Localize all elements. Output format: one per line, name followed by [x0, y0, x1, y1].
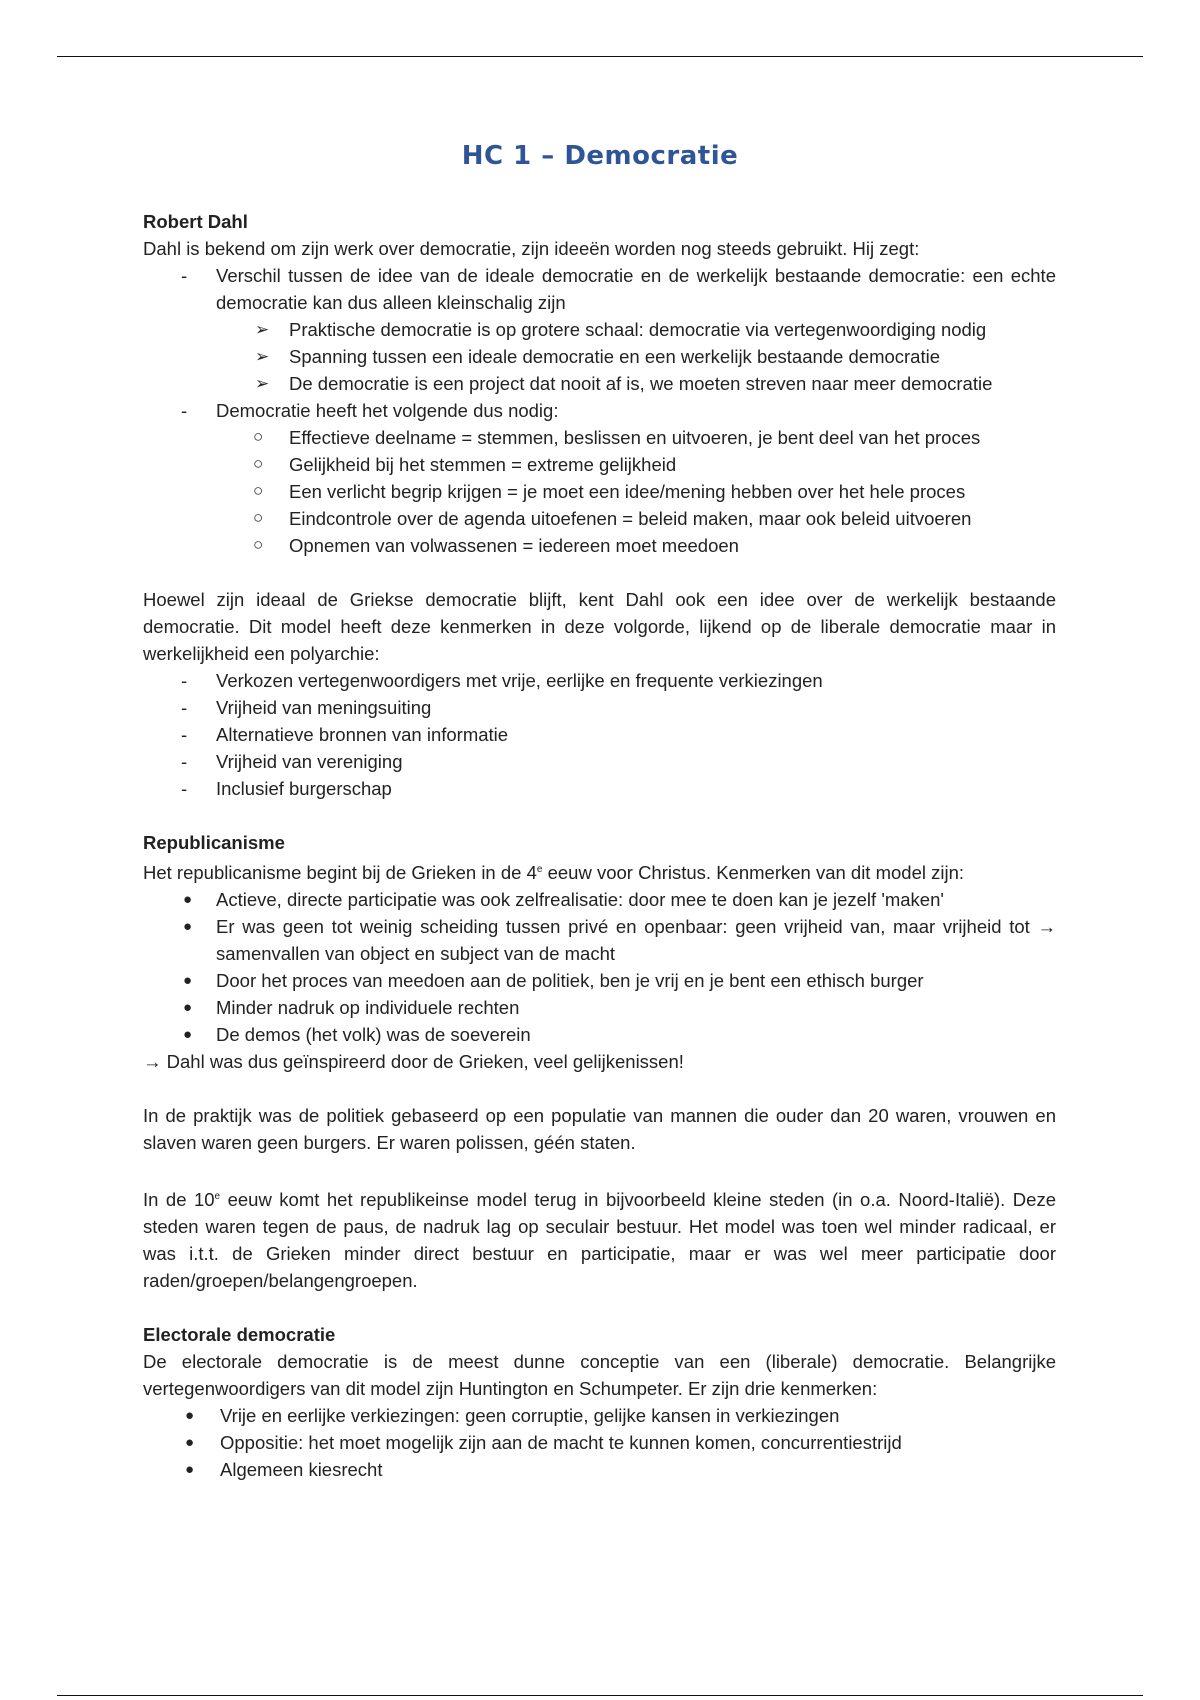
document-body: [143, 208, 1056, 1483]
list-item: ○ Een verlicht begrip krijgen = je moet een idee/mening hebben over het hele proces: [143, 478, 1056, 505]
list-item: ● Er was geen tot weinig scheiding tussen privé en openbaar: geen vrijheid van, maar vrijheid tot → samenvallen van object en subject van de macht: [143, 913, 1056, 967]
bullet-icon: ●: [185, 1407, 195, 1425]
dash-marker: -: [181, 778, 188, 799]
dash-marker: -: [181, 751, 188, 772]
circle-bullet-icon: ○: [253, 454, 264, 473]
circle-bullet-icon: ○: [253, 508, 264, 527]
polyarchie-list: [143, 667, 1056, 802]
list-item: ● Actieve, directe participatie was ook zelfrealisatie: door mee te doen kan je jezelf 'maken': [143, 886, 1056, 913]
page-title: HC 1 – Democratie: [461, 141, 739, 171]
list-item: - Democratie heeft het volgende dus nodig:: [143, 397, 1056, 424]
bullet-icon: ●: [185, 1434, 195, 1452]
arrow-bullet-icon: ➢: [255, 374, 270, 393]
republicanisme-list: [143, 886, 1056, 1048]
header-rule: [57, 56, 1143, 57]
section-heading-republicanisme: Republicanisme: [143, 832, 285, 853]
bullet-icon: ●: [183, 918, 193, 936]
list-item: ➢ Spanning tussen een ideale democratie en een werkelijk bestaande democratie: [143, 343, 1056, 370]
arrow-bullet-icon: ➢: [255, 320, 270, 339]
list-item: - Verschil tussen de idee van de ideale democratie en de werkelijk bestaande democratie: een echte democratie kan dus alleen kleinschalig zijn: [143, 262, 1056, 316]
list-item: - Verkozen vertegenwoordigers met vrije, eerlijke en frequente verkiezingen: [143, 667, 1056, 694]
dahl-requirements-list: [143, 424, 1056, 559]
dahl-main-list: [143, 262, 1056, 316]
list-item: ● De demos (het volk) was de soeverein: [143, 1021, 1056, 1048]
list-item: - Alternatieve bronnen van informatie: [143, 721, 1056, 748]
list-item: ○ Eindcontrole over de agenda uitoefenen = beleid maken, maar ook beleid uitvoeren: [143, 505, 1056, 532]
list-item: ● Oppositie: het moet mogelijk zijn aan de macht te kunnen komen, concurrentiestrijd: [143, 1429, 1056, 1456]
list-item: ➢ De democratie is een project dat nooit af is, we moeten streven naar meer democratie: [143, 370, 1056, 397]
bullet-icon: ●: [183, 1026, 193, 1044]
list-item: ○ Opnemen van volwassenen = iedereen moet meedoen: [143, 532, 1056, 559]
electorale-list: [143, 1402, 1056, 1483]
circle-bullet-icon: ○: [253, 481, 264, 500]
dahl-polyarchie-paragraph: Hoewel zijn ideaal de Griekse democratie blijft, kent Dahl ook een idee over de werkelijk bestaande democratie. Dit model heeft deze kenmerken in deze volgorde, lijkend op de liberale democratie maar in werkelijkheid een polyarchie:: [143, 589, 1056, 664]
electorale-intro: De electorale democratie is de meest dunne conceptie van een (liberale) democratie. Belangrijke vertegenwoordigers van dit model zijn Huntington en Schumpeter. Er zijn drie kenmerken:: [143, 1351, 1056, 1400]
list-item: - Inclusief burgerschap: [143, 775, 1056, 802]
list-item: - Vrijheid van vereniging: [143, 748, 1056, 775]
list-item: ○ Gelijkheid bij het stemmen = extreme gelijkheid: [143, 451, 1056, 478]
section-heading-dahl: Robert Dahl: [143, 211, 248, 232]
dahl-intro: Dahl is bekend om zijn werk over democratie, zijn ideeën worden nog steeds gebruikt. Hij zegt:: [143, 238, 920, 259]
dash-marker: -: [181, 724, 188, 745]
tiende-eeuw-paragraph: In de 10e eeuw komt het republikeinse model terug in bijvoorbeeld kleine steden (in o.a. Noord-Italië). Deze steden waren tegen de paus, de nadruk lag op seculair bestuur. Het model was toen wel minder radicaal, er was i.t.t. de Grieken minder direct bestuur en participatie, maar er was wel meer participatie door raden/groepen/belangengroepen.: [143, 1189, 1056, 1292]
praktijk-paragraph: In de praktijk was de politiek gebaseerd op een populatie van mannen die ouder dan 20 waren, vrouwen en slaven waren geen burgers. Er waren polissen, géén staten.: [143, 1105, 1056, 1154]
republicanisme-intro: Het republicanisme begint bij de Grieken in de 4e eeuw voor Christus. Kenmerken van dit model zijn:: [143, 862, 965, 884]
dash-marker: -: [181, 697, 188, 718]
list-item: ○ Effectieve deelname = stemmen, beslissen en uitvoeren, je bent deel van het proces: [143, 424, 1056, 451]
section-heading-electorale-democratie: Electorale democratie: [143, 1324, 336, 1346]
list-item: ● Vrije en eerlijke verkiezingen: geen corruptie, gelijke kansen in verkiezingen: [143, 1402, 1056, 1429]
circle-bullet-icon: ○: [253, 427, 264, 446]
circle-bullet-icon: ○: [253, 535, 264, 554]
dash-marker: -: [181, 400, 188, 421]
bullet-icon: ●: [183, 891, 193, 909]
list-item: ● Algemeen kiesrecht: [143, 1456, 1056, 1483]
dash-marker: -: [181, 670, 188, 691]
footer-rule: [57, 1695, 1143, 1696]
list-item: ➢ Praktische democratie is op grotere schaal: democratie via vertegenwoordiging nodig: [143, 316, 1056, 343]
republicanisme-conclusion: → Dahl was dus geïnspireerd door de Grieken, veel gelijkenissen!: [143, 1051, 684, 1073]
list-item: - Vrijheid van meningsuiting: [143, 694, 1056, 721]
arrow-bullet-icon: ➢: [255, 347, 270, 366]
list-item: ● Minder nadruk op individuele rechten: [143, 994, 1056, 1021]
bullet-icon: ●: [183, 999, 193, 1017]
dahl-arrow-list: [143, 316, 1056, 397]
dash-marker: -: [181, 265, 188, 286]
bullet-icon: ●: [185, 1461, 195, 1479]
dahl-main-list-2: [143, 397, 1056, 424]
bullet-icon: ●: [183, 972, 193, 990]
list-item: ● Door het proces van meedoen aan de politiek, ben je vrij en je bent een ethisch burger: [143, 967, 1056, 994]
